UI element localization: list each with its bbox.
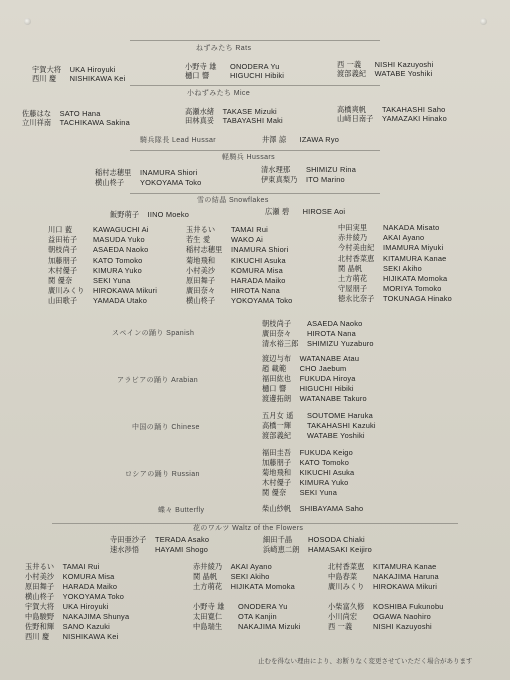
cast-name-en: KITAMURA Kanae	[373, 562, 437, 571]
section-title: 騎兵隊長 Lead Hussar	[140, 137, 217, 144]
cast-name-jp: 赤井綾乃	[338, 233, 368, 243]
cast-name-en: UKA Hiroyuki	[69, 65, 116, 74]
cast-name-jp: 徳永比奈子	[338, 294, 375, 304]
cast-name-jp: 福田紘也	[262, 374, 292, 383]
cast-name-jp: 守屋朋子	[338, 284, 368, 294]
cast-name-en: NAKADA Misato	[383, 223, 440, 232]
section-rule	[52, 523, 458, 524]
section-title: ねずみたち Rats	[196, 45, 252, 52]
cast-name-jp: 渡邊拓朗	[262, 394, 292, 403]
cast-name-en: KIMURA Yuko	[93, 265, 142, 275]
cast-name-en: TAKASE Mizuki	[222, 107, 277, 116]
section-title: 軽騎兵 Hussars	[222, 154, 276, 161]
cast-name-en: TERADA Asako	[155, 535, 210, 544]
cast-name-en: INAMURA Shiori	[140, 168, 198, 177]
cast-name-en: KATO Tomoko	[299, 458, 350, 467]
cast-name-jp: 渡部義紀	[337, 69, 367, 79]
cast-name-jp: 小柴富久修	[328, 602, 365, 611]
cast-name-jp: 樋口 響	[185, 71, 210, 81]
cast-name-en: WATANABE Atau	[299, 354, 360, 363]
cast-name-en: ASAEDA Naoko	[93, 245, 149, 255]
cast-name-en: HIROKAWA Mikuri	[93, 286, 158, 296]
cast-name-jp: 原田舞子	[186, 276, 216, 285]
cast-name-en: KIKUCHI Asuka	[231, 255, 286, 265]
cast-name-jp: 樋口 響	[262, 384, 287, 393]
cast-name-jp: 菊地飛和	[186, 255, 216, 265]
cast-name-en: KITAMURA Kanae	[383, 253, 447, 263]
pin-icon	[480, 18, 487, 25]
cast-name-jp: 北村香菜恵	[328, 562, 365, 571]
cast-name-jp: 山﨑日南子	[337, 114, 374, 124]
section-title: 蝶々 Butterfly	[158, 507, 205, 514]
cast-name-en: MASUDA Yuko	[93, 235, 145, 245]
cast-name-en: YOKOYAMA Toko	[231, 296, 293, 306]
cast-name-jp: 飯野萌子	[110, 210, 140, 219]
cast-name-en: KOMURA Misa	[231, 265, 283, 275]
cast-name-jp: 西 一義	[328, 622, 353, 631]
cast-name-en: SHIBAYAMA Saho	[299, 504, 364, 513]
section-title: 雪の結晶 Snowflakes	[197, 197, 269, 204]
cast-name-jp: 中島駿野	[25, 612, 55, 621]
cast-name-en: OTA Kanjin	[238, 612, 277, 621]
cast-name-jp: 今村美由紀	[338, 243, 375, 253]
cast-name-en: HIROSE Aoi	[302, 207, 346, 216]
cast-name-jp: 西川 慶	[32, 74, 57, 84]
cast-name-jp: 加藤朋子	[48, 255, 78, 265]
cast-name-en: SEKI Yuna	[93, 276, 131, 285]
cast-name-jp: 稲村志穂里	[95, 168, 132, 177]
cast-name-en: KIMURA Yuko	[299, 478, 349, 487]
cast-name-jp: 宇賀大将	[32, 65, 62, 74]
cast-name-jp: 渡辺与布	[262, 354, 292, 363]
section-title: 花のワルツ Waltz of the Flowers	[193, 525, 304, 532]
cast-name-en: SEKI Akiho	[230, 572, 270, 581]
cast-name-jp: 小村美沙	[25, 572, 55, 581]
cast-name-en: ITO Marino	[306, 175, 345, 184]
section-title: ロシアの踊り Russian	[125, 471, 200, 478]
cast-name-jp: 横山柊子	[186, 296, 216, 306]
cast-name-en: SOUTOME Haruka	[307, 411, 373, 420]
cast-name-jp: 関 晶帆	[193, 572, 218, 581]
cast-name-jp: 福田圭吾	[262, 448, 292, 457]
cast-name-jp: 西川 慶	[25, 632, 50, 641]
cast-name-jp: 玉井るい	[25, 562, 55, 571]
cast-name-jp: 寺田亜沙子	[110, 535, 147, 544]
cast-name-en: OGAWA Naohiro	[373, 612, 431, 621]
cast-name-jp: 原田舞子	[25, 582, 55, 591]
cast-name-jp: 清水裕三郎	[262, 339, 299, 348]
cast-name-jp: 渡部義紀	[262, 431, 292, 440]
cast-name-en: KOSHIBA Fukunobu	[373, 602, 444, 611]
cast-name-jp: 赤井綾乃	[193, 562, 223, 571]
cast-name-en: NISHIKAWA Kei	[62, 632, 119, 641]
section-rule	[130, 150, 380, 151]
cast-name-jp: 佐藤はな	[22, 109, 52, 118]
cast-name-jp: 稲村志穂里	[186, 245, 223, 255]
cast-name-jp: 廣川みくり	[328, 582, 365, 591]
cast-name-jp: 小川尚宏	[328, 612, 358, 621]
footer-note: 止むを得ない理由により、お断りなく変更させていただく場合があります	[258, 657, 473, 665]
cast-name-en: HIGUCHI Hibiki	[299, 384, 354, 393]
cast-name-jp: 高瀬水緒	[185, 107, 215, 116]
cast-name-jp: 高橋爽帆	[337, 105, 367, 114]
cast-name-jp: 中田実里	[338, 223, 368, 232]
cast-name-jp: 五月女 遥	[262, 411, 294, 420]
cast-name-jp: 木村優子	[262, 478, 292, 487]
cast-name-jp: 若生 愛	[186, 235, 211, 245]
cast-name-jp: 小野寺 雄	[185, 62, 217, 71]
cast-name-jp: 中島瑞生	[193, 622, 223, 631]
cast-name-jp: 関 晶帆	[338, 263, 363, 273]
cast-name-en: HIROTA Nana	[307, 329, 356, 338]
cast-name-en: HARADA Maiko	[231, 276, 286, 285]
cast-name-en: HIGUCHI Hibiki	[230, 71, 285, 81]
cast-name-jp: 関 優奈	[48, 276, 73, 285]
cast-name-en: ONODERA Yu	[230, 62, 280, 71]
cast-name-en: KATO Tomoko	[93, 255, 143, 265]
cast-name-jp: 速水渉悟	[110, 545, 140, 554]
cast-name-jp: 益田祐子	[48, 235, 78, 245]
cast-name-en: TAMAI Rui	[231, 225, 268, 234]
cast-name-en: HIROTA Nana	[231, 286, 280, 296]
cast-name-jp: 小村美沙	[186, 265, 216, 275]
section-rule	[130, 85, 380, 86]
cast-name-jp: 立川祥南	[22, 118, 52, 128]
section-rule	[130, 40, 380, 41]
section-rule	[130, 193, 380, 194]
cast-name-en: INAMURA Shiori	[231, 245, 289, 255]
cast-name-en: WATABE Yoshiki	[374, 69, 433, 79]
cast-name-en: AKAI Ayano	[230, 562, 272, 571]
cast-name-en: HAYAMI Shogo	[155, 545, 209, 554]
cast-name-jp: 廣川みくり	[48, 286, 85, 296]
cast-name-en: TABAYASHI Maki	[222, 116, 283, 126]
cast-name-en: NISHIKAWA Kei	[69, 74, 126, 84]
cast-name-en: HARADA Maiko	[62, 582, 118, 591]
cast-name-en: UKA Hiroyuki	[62, 602, 109, 611]
cast-name-en: YOKOYAMA Toko	[140, 178, 202, 187]
cast-name-jp: 加藤朋子	[262, 458, 292, 467]
cast-name-en: WATABE Yoshiki	[307, 431, 365, 440]
cast-name-en: NISHI Kazuyoshi	[373, 622, 432, 631]
cast-name-jp: 廣田奈々	[186, 286, 216, 296]
cast-name-en: HIJIKATA Momoka	[383, 274, 448, 283]
cast-name-en: SATO Hana	[59, 109, 101, 118]
cast-name-jp: 清水理那	[261, 165, 291, 174]
cast-name-jp: 北村香菜恵	[338, 253, 375, 263]
cast-name-jp: 広瀬 碧	[265, 207, 290, 216]
cast-name-jp: 趙 載範	[262, 364, 287, 373]
cast-name-jp: 浜崎恵二朗	[263, 545, 300, 554]
cast-name-en: TAMAI Rui	[62, 562, 100, 571]
cast-name-en: NAKAJIMA Haruna	[373, 572, 439, 581]
cast-name-jp: 土方萌花	[193, 582, 223, 591]
section-title: アラビアの踊り Arabian	[117, 377, 199, 384]
cast-name-jp: 山田歌子	[48, 296, 78, 306]
cast-name-jp: 太田寛仁	[193, 612, 223, 621]
cast-name-jp: 川口 藍	[48, 225, 73, 234]
cast-name-en: CHO Jaebum	[299, 364, 347, 373]
cast-name-en: KIKUCHI Asuka	[299, 468, 355, 477]
cast-name-en: TOKUNAGA Hinako	[383, 294, 452, 304]
cast-name-jp: 朝枝尚子	[48, 245, 78, 255]
cast-name-en: YAMAZAKI Hinako	[382, 114, 447, 124]
cast-name-en: KOMURA Misa	[62, 572, 115, 581]
cast-name-jp: 朝枝尚子	[262, 319, 292, 328]
cast-name-jp: 小野寺 雄	[193, 602, 225, 611]
cast-name-en: WATANABE Takuro	[299, 394, 367, 403]
cast-name-en: SEKI Akiho	[383, 263, 422, 273]
section-title: 小ねずみたち Mice	[187, 90, 251, 97]
cast-name-en: NISHI Kazuyoshi	[374, 60, 434, 69]
cast-name-jp: 横山柊子	[25, 592, 55, 601]
cast-name-en: AKAI Ayano	[383, 233, 425, 243]
cast-name-en: YAMADA Utako	[93, 296, 148, 306]
cast-name-jp: 細田千晶	[263, 535, 293, 544]
cast-name-jp: 土方萌花	[338, 274, 368, 283]
cast-name-en: HIROKAWA Mikuri	[373, 582, 438, 591]
pin-icon	[24, 18, 31, 25]
cast-name-en: IINO Moeko	[147, 210, 190, 219]
cast-name-en: KAWAGUCHI Ai	[93, 225, 149, 234]
section-title: スペインの踊り Spanish	[112, 330, 195, 337]
cast-name-en: MORIYA Tomoko	[383, 284, 442, 294]
cast-name-jp: 木村優子	[48, 265, 78, 275]
cast-name-jp: 佐野和輝	[25, 622, 55, 631]
cast-name-jp: 廣田奈々	[262, 329, 292, 338]
cast-name-en: HOSODA Chiaki	[308, 535, 365, 544]
cast-name-jp: 宇賀大将	[25, 602, 55, 611]
cast-name-jp: 田林真妥	[185, 116, 215, 126]
cast-name-en: ONODERA Yu	[238, 602, 288, 611]
cast-name-en: FUKUDA Keigo	[299, 448, 353, 457]
cast-name-jp: 菊地飛和	[262, 468, 292, 477]
cast-name-en: TAKAHASHI Saho	[382, 105, 446, 114]
cast-name-en: TACHIKAWA Sakina	[59, 118, 130, 128]
cast-name-en: WAKO Ai	[231, 235, 263, 245]
cast-name-en: SHIMIZU Rina	[306, 165, 357, 174]
cast-name-en: SHIMIZU Yuzaburo	[307, 339, 374, 348]
cast-name-en: HIJIKATA Momoka	[230, 582, 295, 591]
cast-name-en: SEKI Yuna	[299, 488, 338, 497]
cast-name-jp: 西 一義	[337, 60, 362, 69]
cast-name-jp: 玉井るい	[186, 225, 216, 234]
cast-name-en: HAMASAKI Keijiro	[308, 545, 372, 554]
cast-name-en: YOKOYAMA Toko	[62, 592, 125, 601]
cast-name-jp: 柴山紗帆	[262, 504, 292, 513]
cast-name-en: FUKUDA Hiroya	[299, 374, 356, 383]
cast-name-en: IMAMURA Miyuki	[383, 243, 444, 253]
cast-name-jp: 中島春菜	[328, 572, 358, 581]
cast-name-en: NAKAJIMA Mizuki	[238, 622, 301, 631]
cast-name-jp: 井澤 諒	[262, 135, 287, 144]
cast-name-jp: 高橋一輝	[262, 421, 292, 430]
cast-name-en: IZAWA Ryo	[299, 135, 340, 144]
cast-name-en: ASAEDA Naoko	[307, 319, 363, 328]
cast-name-jp: 伊東真梨乃	[261, 175, 298, 184]
section-title: 中国の踊り Chinese	[132, 424, 200, 431]
cast-name-jp: 関 優奈	[262, 488, 287, 497]
cast-name-jp: 横山柊子	[95, 178, 125, 187]
cast-name-en: TAKAHASHI Kazuki	[307, 421, 376, 430]
cast-name-en: NAKAJIMA Shunya	[62, 612, 130, 621]
cast-name-en: SANO Kazuki	[62, 622, 110, 631]
